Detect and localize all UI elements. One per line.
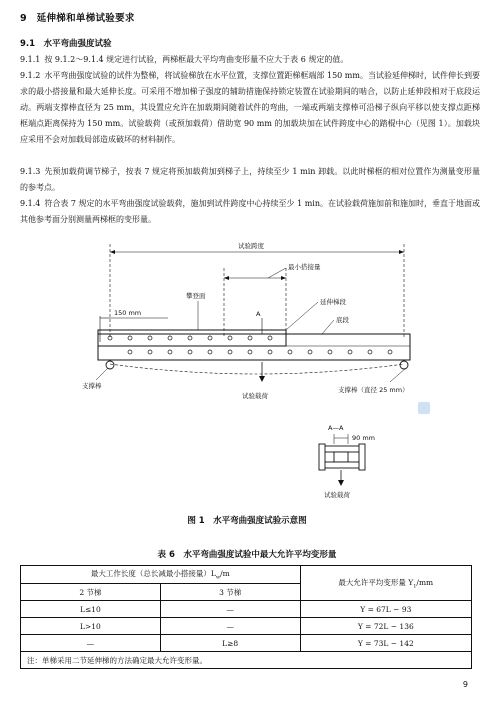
climbing-rung-label: 攀登面	[186, 292, 206, 300]
arrow-head-icon	[110, 250, 115, 254]
section-bottom-rail	[322, 462, 362, 468]
subsection-title: 9.1 水平弯曲强度试验	[20, 39, 112, 49]
cell-2-section: L≤10	[21, 601, 161, 618]
paragraph-text: 符合表 7 规定的水平弯曲强度试验载荷，施加到试件跨度中心持续至少 1 min。在试验载荷施加前和施加时，垂直于地面或其他参考面分别测量两梯框的变形量。	[20, 199, 481, 224]
table-caption: 表 6 水平弯曲强度试验中最大允许平均变形量	[157, 550, 337, 560]
support-left-label: 支撑棒	[82, 382, 102, 390]
section-top-rail	[322, 446, 362, 452]
arrow-down-icon	[338, 480, 344, 486]
cell-result: Y = 67L − 93	[300, 601, 471, 618]
paragraph-number: 9.1.3	[20, 167, 41, 176]
support-bar-left	[106, 361, 114, 369]
cell-3-section: —	[160, 601, 300, 618]
arrow-head-icon	[399, 250, 404, 254]
base-section-label: 底段	[336, 316, 349, 324]
paragraph-9-1-4	[20, 196, 480, 228]
cell-2-section: —	[21, 635, 161, 652]
header-max-working-length: 最大工作长度（总长减最小搭接量）$L_w/m$	[21, 566, 301, 584]
cell-2-section: L>10	[21, 618, 161, 635]
cell-3-section: L≥8	[160, 635, 300, 652]
section-title: 9 延伸梯和单梯试验要求	[20, 13, 135, 24]
paragraph-text: 水平弯曲强度试验的试件为整梯，将试验梯放在水平位置，支撑位置距梯框端部 150 mm。当试验延伸梯时，试件伸长到要求的最小搭接量和最大延伸长度。可采用不增加梯子强度的辅助措施保持锁定装置在试验期间的啮合，以防止延伸段相对于底段运动。两端支撑棒直径为 25 mm，其设置应允许在加载期间随着试件的弯曲，一端或两端支撑棒可沿梯子纵向平移以使支撑点距梯框端点距离保持为 150 mm。试验载荷（或预加载荷）借助宽 90 mm 的加载块加在试件跨度中心的踏棍中心（见图 1）。加载块应采用不会对加载局部造成破坏的材料制作。	[20, 71, 480, 144]
table-row	[21, 635, 472, 652]
table-row	[21, 601, 472, 618]
leader-line	[286, 302, 318, 330]
paragraph-text: 按 9.1.2～9.1.4 规定进行试验，两梯框最大平均弯曲变形量不应大于表 6 规定的值。	[44, 55, 349, 64]
table-header-row	[21, 566, 472, 584]
header-3-section: 3 节梯	[160, 584, 300, 601]
section-right-stile	[359, 444, 365, 470]
section-aa-label: A—A	[328, 424, 344, 432]
arrow-head-icon	[281, 276, 286, 280]
paragraph-9-1-3	[20, 164, 480, 196]
arrow-head-icon	[224, 276, 229, 280]
lower-rungs	[128, 350, 392, 354]
deflection-curve	[110, 364, 404, 374]
table-row	[21, 618, 472, 635]
support-bar-right	[400, 361, 408, 369]
table-note: 注：单梯采用二节延伸梯的方法确定最大允许变形量。	[21, 652, 472, 669]
paragraph-number: 9.1.2	[20, 71, 41, 80]
paragraph-number: 9.1.4	[20, 199, 41, 208]
section-a-label: A	[256, 310, 261, 318]
leader-line	[96, 368, 108, 380]
header-2-section: 2 节梯	[21, 584, 161, 601]
loading-block	[334, 452, 348, 462]
ladder-test-diagram	[82, 238, 430, 508]
paragraph-text: 先预加载荷调节梯子，按表 7 规定将预加载荷加到梯子上，持续至少 1 min 卸载。以此时梯框的相对位置作为测量变形量的参考点。	[20, 167, 480, 192]
leader-line	[268, 268, 286, 278]
cell-3-section: —	[160, 618, 300, 635]
section-left-stile	[319, 444, 325, 470]
header-max-deflection: 最大允许平均变形量 $Y_1/mm$	[300, 566, 471, 601]
leader-line	[390, 368, 406, 382]
table-note-row	[21, 652, 472, 669]
test-load-label: 试验载荷	[242, 392, 268, 400]
cell-result: Y = 72L − 136	[300, 618, 471, 635]
paragraph-number: 9.1.1	[20, 55, 41, 64]
support-right-label: 支撑棒（直径 25 mm）	[338, 386, 409, 394]
base-ladder-section	[98, 334, 410, 360]
figure-caption: 图 1 水平弯曲强度试验示意图	[187, 516, 307, 526]
cell-result: Y = 73L − 142	[300, 635, 471, 652]
extension-section-label: 延伸梯段	[320, 298, 346, 306]
test-load-label-2: 试验载荷	[324, 491, 350, 499]
leader-line	[322, 320, 334, 334]
min-overlap-label: 最小搭接量	[288, 263, 321, 271]
dim-90-label: 90 mm	[352, 434, 376, 442]
arrow-down-icon	[259, 376, 265, 382]
deflection-table	[20, 565, 472, 669]
paragraph-9-1-1	[20, 52, 480, 68]
page-number: 9	[462, 680, 468, 689]
watermark-stamp	[418, 402, 430, 414]
upper-rungs	[108, 336, 272, 340]
paragraph-9-1-2	[20, 68, 480, 148]
dim-150-label: 150 mm	[114, 309, 142, 317]
span-label: 试验跨度	[238, 242, 264, 250]
